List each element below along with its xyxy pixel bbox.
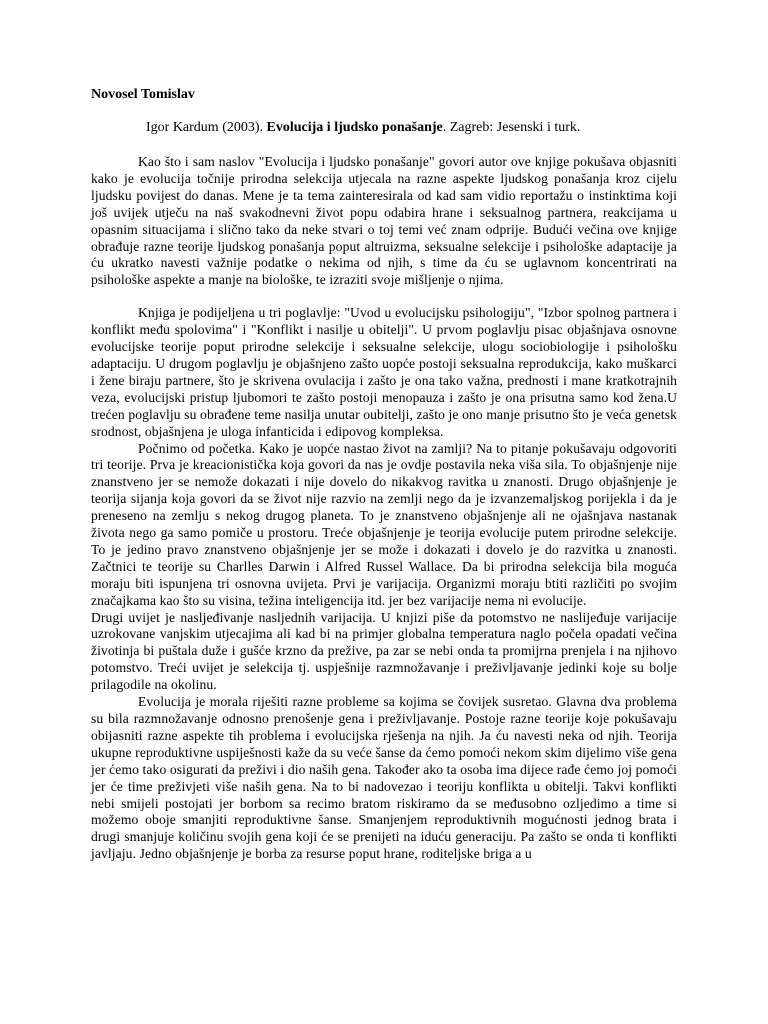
citation-suffix: . Zagreb: Jesenski i turk. xyxy=(442,120,581,135)
author-name: Novosel Tomislav xyxy=(91,87,195,102)
paragraph-evolution-problems: Evolucija je morala riješiti razne probleme sa kojima se čovijek susretao. Glavna dva problema su bila razmnožavanje odnosno prenošenje gena i preživljavanje. Postoje razne teorije koje pokušavaju obijasniti razne aspekte tih problema i evolucijska rješenja na njih. Ja ću navesti neka od njih. Teorija ukupne reproduktivne uspiješnosti kaže da su veće šanse da ćemo pomoći nekom skim dijelimo više gena jer ćemo tako osigurati da preživi i dio naših gena. Također ako ta osoba ima dijece rađe ćemo joj pomoći jer će time preživjeti više naših gena. Na to bi nadovezao i teoriju konflikta u obitelji. Takvi konflikti nebi smijeli postojati jer borbom sa recimo bratom riskiramo da se međusobno ozljedimo a time si možemo oboje smanjiti reproduktivne šanse. Smanjenjem reproduktivnih mogućnosti jednog brata i drugi smanjuje količinu svojih gena koji će se prenijeti na iduću generaciju. Pa zašto se onda ti konflikti javljaju. Jedno objašnjenje je borba za resurse poput hrane, roditeljske briga a u xyxy=(91,694,677,862)
paragraph-intro: Kao što i sam naslov "Evolucija i ljudsko ponašanje" govori autor ove knjige pokušava objasniti kako je evolucija točnije prirodna selekcija utjecala na razne aspekte ljudskog ponašanja kroz cijelu ljudsku povijest do danas. Mene je ta tema zainteresirala od kad sam vidio reportažu o instinktima koji još uvijek utječu na naš svakodnevni život popu odabira hrane i seksualnog partnera, reakcijama u opasnim situacijama i slično tako da neke stvari o toj temi već znam odprije. Budući večina ove knjige obrađuje razne teorije ljudskog ponašanja poput altruizma, seksualne selekcije i psihološke adaptacije ja ću ukratko navesti važnije podatke o nekima od njih, s time da ću se uglavnom koncentrirati na psihološke aspekte a manje na biološke, te izraziti svoje mišljenje o njima. xyxy=(91,154,677,288)
paragraph-inheritance: Drugi uvijet je nasljeđivanje nasljednih varijacija. U knjizi piše da potomstvo ne naslijeđuje varijacije uzrokovane vanjskim utjecajima ali kad bi na primjer globalna temperatura naglo počela opadati večina životinja bi puštala duže i gušće krzno da prežive, pa zar se nebi onda ta promijrna prenjela i na njihovo potomstvo. Treći uvijet je selekcija tj. uspješnije razmnožavanje i preživljavanje jedinki koje su bolje prilagodile na okolinu. xyxy=(91,609,677,693)
citation-prefix: Igor Kardum (2003). xyxy=(146,120,267,135)
paragraph-chapters: Knjiga je podijeljena u tri poglavlje: "Uvod u evolucijsku psihologiju", "Izbor spolnog partnera i konflikt među spolovima" i "Konflikt i nasilje u obitelji". U prvom poglavlju pisac objašnjava osnovne evolucijske teorije poput prirodne selekcije i seksualne selekcije, ulogu sociobiologije i psihološku adaptaciju. U drugom poglavlju je objašnjeno zašto uopće postoji seksualna reprodukcija, kako muškarci i žene biraju partnere, što je skrivena ovulacija i zašto je ona tako važna, prednosti i mane kratkotrajnih veza, evolucijski pristup ljubomori te zašto postoji menopauza i zašto je ona prisutna samo kod žena.U trećen poglavlju su obrađene teme nasilja unutar oubitelji, zašto je ono manje prisutno što je veća genetsk srodnost, objašnjena je uloga infanticida i edipovog kompleksa. xyxy=(91,305,677,439)
book-citation xyxy=(91,119,677,136)
book-title: Evolucija i ljudsko ponašanje xyxy=(266,120,443,135)
paragraph-origin-of-life: Počnimo od početka. Kako je uopće nastao život na zamlji? Na to pitanje pokušavaju odgovoriti tri teorije. Prva je kreacionistička koja govori da nas je ovdje postavila neka viša sila. To objašnjenje nije znanstveno jer se nemože dokazati i nije dovelo do nikakvog ravitka u znanosti. Drugo objašnjenje je teorija sijanja koja govori da se život nije razvio na zemlji nego da je izvanzemaljskog porijekla i da je preneseno na zemlju s nekog drugog planeta. To je znanstveno objašnjenje ali ne ojašnjava nastanak života nego ga samo pomiče u prostoru. Treće objašnjenje je teorija evolucije putem prirodne selekcije. To je jedino pravo znanstveno objašnjenje jer se može i dokazati i dovelo je do razvitka u znanosti. Začtnici te teorije su Charlles Darwin i Alfred Russel Wallace. Da bi prirodna selekcija bila moguća moraju biti ispunjena tri osnovna uvijeta. Prvi je varijacija. Organizmi moraju btiti različiti po svojim značajkama kao što su visina, težina inteligencija itd. jer bez varijacije nema ni evolucije. xyxy=(91,440,677,608)
